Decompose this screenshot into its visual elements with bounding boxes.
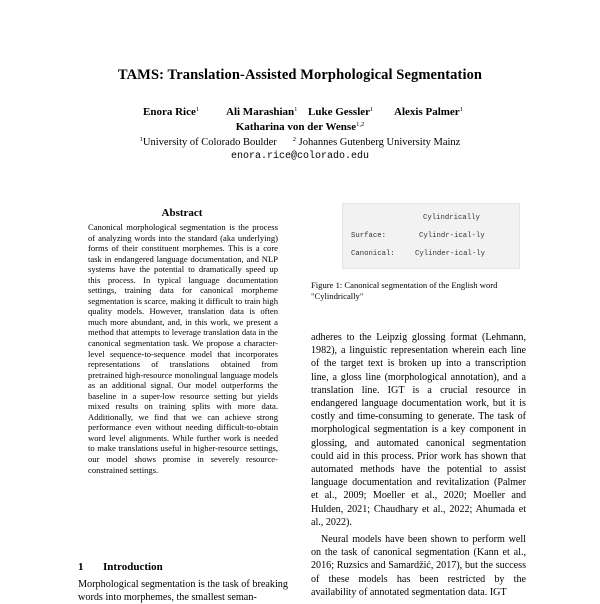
section-title: Introduction	[103, 561, 163, 573]
abstract-heading: Abstract	[161, 207, 203, 219]
section-heading	[78, 561, 288, 573]
author-sup: 1	[294, 106, 298, 113]
surface-value: Cylindr-ical-ly	[419, 232, 485, 240]
figure-caption: Figure 1: Canonical segmentation of the English word "Cylindrically"	[311, 280, 498, 301]
affiliation-sup: 2	[292, 136, 297, 143]
paper-title: TAMS: Translation-Assisted Morphological Segmentation	[117, 67, 483, 83]
canonical-value: Cylinder-ical-ly	[415, 250, 486, 258]
author-3	[308, 106, 373, 118]
author-5	[0, 121, 600, 133]
canonical-label: Canonical:	[351, 250, 395, 258]
affiliation-sup: 1	[139, 136, 143, 143]
author-sup: 1	[195, 106, 200, 113]
abstract-body: Canonical morphological segmentation is the process of analyzing words into the standard (aka underlying) forms of their constituent morphemes. This is a core task in endangered language documentation, and NLP systems have the potential to dramatically speed up this process. In typical language documentation settings, training data for canonical morpheme segmentation is scarce, making it difficult to train high quality models. However, translation data is often much more abundant, and, in this work, we present a method that attempts to leverage translation data in the canonical segmentation task. We propose a character-level sequence-to-sequence model that incorporates representations of translations obtained from pretrained high-resource monolingual language models as an additional signal. Our model outperforms the baseline in a super-low resource setting but yields mixed results on training splits with more data. Additionally, we find that we can achieve strong performance even without needing difficult-to-obtain word level alignments. While further work is needed to make translations useful in higher-resource settings, our model shows promise in severely resource-constrained settings.	[88, 222, 278, 475]
author-email: enora.rice@colorado.edu	[230, 151, 370, 162]
surface-label: Surface:	[351, 232, 387, 240]
author-name: Katharina von der Wense	[235, 121, 357, 133]
author-1	[143, 106, 199, 118]
paragraph: Neural models have been shown to perform well on the task of canonical segmentation (Kann et al., 2016; Ruzsics and Samardžić, 2017), but the success of these models has been restricted by the availability of annotated segmentation data. IGT	[311, 534, 526, 598]
right-column	[311, 331, 526, 599]
author-sup: 1,2	[356, 121, 365, 128]
affiliation-1: University of Colorado Boulder	[142, 137, 277, 148]
affiliation-2: Johannes Gutenberg University Mainz	[298, 137, 461, 148]
paragraph: adheres to the Leipzig glossing format (Lehmann, 1982), a linguistic representation wherein each line of the target text is broken up into a transcription line, a gloss line (morphological annotation), and a translation line. IGT is a crucial resource in endangered language documentation work, but it is costly and time-consuming to generate. The task of morphological segmentation is a key component in glossing, and automated canonical segmentation could aid in this process. Prior work has shown that automated methods have the potential to assist language documentation and revitalization (Palmer et al., 2009; Moeller et al., 2020; Moeller and Hulden, 2021; Chaudhary et al., 2022; Ahumada et al., 2022).	[311, 332, 526, 528]
author-2	[226, 106, 297, 118]
figure-1	[342, 203, 520, 269]
section-number: 1	[78, 561, 84, 573]
author-name: Ali Marashian	[226, 106, 295, 118]
author-name: Enora Rice	[143, 106, 196, 118]
author-4	[394, 106, 463, 118]
author-sup: 1	[370, 106, 374, 113]
author-name: Alexis Palmer	[394, 106, 460, 118]
affiliations	[0, 136, 600, 148]
introduction-text: Morphological segmentation is the task of breaking words into morphemes, the smallest seman-	[78, 579, 288, 603]
figure-word: Cylindrically	[423, 214, 480, 222]
author-sup: 1	[459, 106, 463, 113]
author-name: Luke Gessler	[308, 106, 371, 118]
